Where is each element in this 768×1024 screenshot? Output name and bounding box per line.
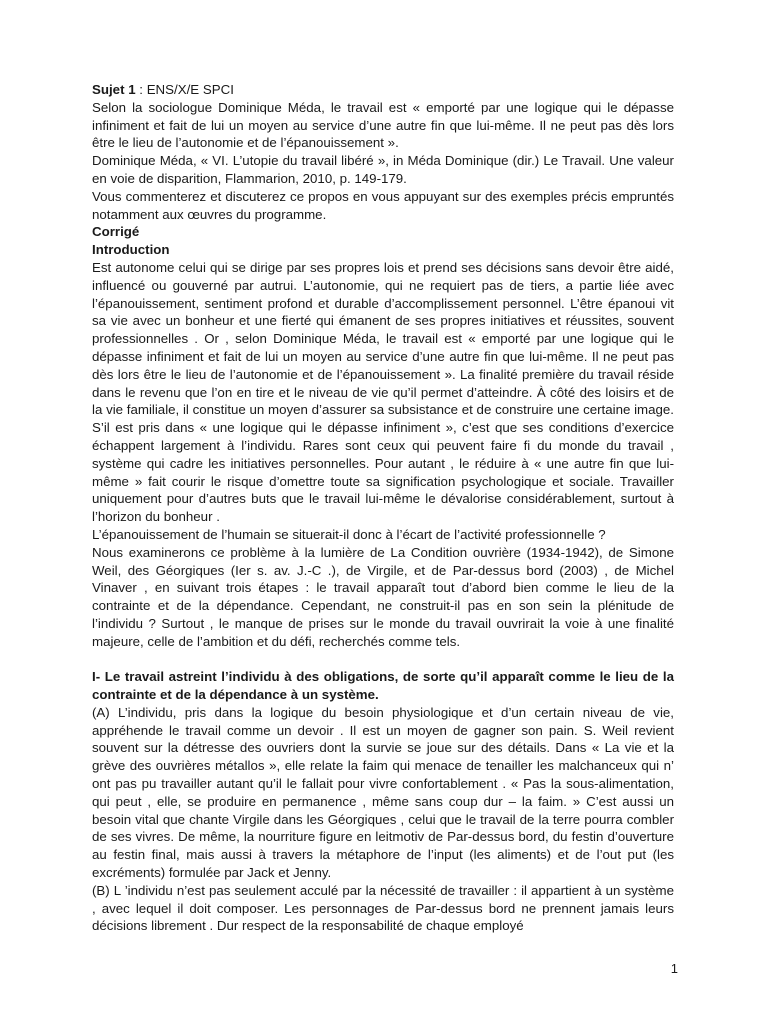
- introduction-heading: Introduction: [92, 242, 170, 258]
- introduction-question: L’épanouissement de l’humain se situerait-il donc à l’écart de l’activité professionnelle ?: [92, 526, 606, 542]
- subject-instruction: Vous commenterez et discuterez ce propos en vous appuyant sur des exemples précis empruntés notamment aux œuvres du programme.: [92, 188, 674, 222]
- document-page: [92, 81, 674, 935]
- subject-source: Dominique Méda, « VI. L’utopie du travail libéré », in Méda Dominique (dir.) Le Travail. Une valeur en voie de disparition, Flammarion, 2010, p. 149-179.: [92, 153, 674, 186]
- subject-quote: Selon la sociologue Dominique Méda, le travail est « emporté par une logique qui le dépasse infiniment et fait de lui un moyen au service d’une autre fin que lui-même. Il ne peut pas dès lors être le lieu de l’autonomie et de l’épanouissement ».: [92, 99, 674, 151]
- subject-tail: : ENS/X/E SPCI: [135, 82, 234, 97]
- paragraph-gap: [92, 651, 674, 669]
- introduction-plan: Nous examinerons ce problème à la lumière de La Condition ouvrière (1934-1942), de Simone Weil, des Géorgiques (Ier s. av. J.-C .), de Virgile, et de Par-dessus bord (2003) , de Michel Vinaver , en suivant trois étapes : le travail apparaît tout d’abord bien comme le lieu de la contrainte et de la dépendance. Cependant, ne construit-il pas en son sein la plénitude de l’individu ? Surtout , le manque de prises sur le monde du travail ouvrirait la voie à une finalité majeure, celle de l’ambition et du défi, recherchés comme tels.: [92, 544, 674, 649]
- subject-line: [92, 81, 674, 99]
- introduction-paragraph: Est autonome celui qui se dirige par ses propres lois et prend ses décisions sans devoir être aidé, influencé ou gouverné par autrui. L’autonomie, qui ne requiert pas de tiers, a partie liée avec l’épanouissement, sentiment profond et durable d’accomplissement personnel. L’être épanoui vit sa vie avec un bonheur et une fierté qui émanent de ses propres initiatives et réussites, souvent professionnelles . Or , selon Dominique Méda, le travail est « emporté par une logique qui le dépasse infiniment et fait de lui un moyen au service d’une autre fin que lui-même. Il ne peut pas dès lors être le lieu de l’autonomie et de l’épanouissement ». La finalité première du travail réside dans le revenu que l’on en tire et le niveau de vie qu’il permet d’atteindre. À côté des loisirs et de la vie familiale, il constitue un moyen d’assurer sa subsistance et de construire une certaine image. S’il est pris dans « une logique qui le dépasse infiniment », c’est que ses conditions d’exercice échappent largement à l’individu. Rares sont ceux qui peuvent faire fi du monde du travail , système qui cadre les initiatives personnelles. Pour autant , le réduire à « une autre fin que lui-même » fait courir le risque d’omettre toute sa signification psychologique et sociale. Travailler uniquement pour d’autres buts que le travail lui-même le dévalorise considérablement, surtout à l’horizon du bonheur .: [92, 259, 674, 525]
- subject-label: Sujet 1: [92, 82, 136, 97]
- page-number: 1: [670, 961, 678, 976]
- corrige-heading: Corrigé: [92, 224, 140, 240]
- part1-heading: I- Le travail astreint l’individu à des obligations, de sorte qu’il apparaît comme le lieu de la contrainte et de la dépendance à un système.: [92, 669, 674, 703]
- part1-section-b: (B) L ’individu n’est pas seulement acculé par la nécessité de travailler : il appartient à un système , avec lequel il doit composer. Les personnages de Par-dessus bord ne prennent jamais leurs décisions librement . Dur respect de la responsabilité de chaque employé: [92, 882, 674, 934]
- part1-section-a: (A) L’individu, pris dans la logique du besoin physiologique et d’un certain niveau de vie, appréhende le travail comme un devoir . Il est un moyen de gagner son pain. S. Weil revient souvent sur la détresse des ouvriers dont la survie se joue sur des détails. Dans « La vie et la grève des ouvrières métallos », elle relate la faim qui menace de tenailler les malchanceux qui n’ ont pas pu travailler autant qu’il le fallait pour vivre confortablement . « Pas la sous-alimentation, qui peut , elle, se produire en permanence , même sans coup dur – la faim. » C’est aussi un besoin vital que chante Virgile dans les Géorgiques , celui que le travail de la terre pourra combler de ses vivres. De même, la nourriture figure en leitmotiv de Par-dessus bord, du festin d’ouverture au festin final, mais aussi à travers la métaphore de l’input (les aliments) et de l’out put (les excréments) formulée par Jack et Jenny.: [92, 704, 674, 881]
